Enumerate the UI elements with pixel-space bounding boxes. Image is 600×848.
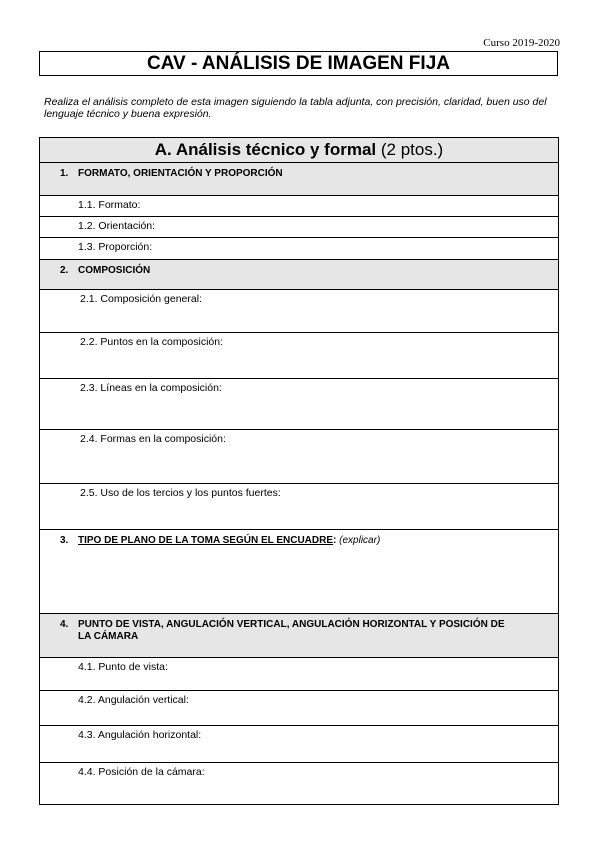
section-note: (explicar) — [336, 535, 381, 546]
field-label: 2.5. Uso de los tercios y los puntos fuertes: — [80, 487, 281, 499]
field-label: 4.2. Angulación vertical: — [78, 694, 189, 706]
field-row[interactable] — [40, 658, 558, 691]
section-title: TIPO DE PLANO DE LA TOMA SEGÚN EL ENCUADRE — [78, 535, 334, 546]
field-row[interactable] — [40, 290, 558, 333]
section-title: FORMATO, ORIENTACIÓN Y PROPORCIÓN — [78, 168, 283, 179]
section-2-header — [40, 260, 558, 290]
section-number: 4. — [60, 619, 69, 630]
field-row[interactable] — [40, 691, 558, 726]
field-label: 2.2. Puntos en la composición: — [80, 336, 224, 348]
field-row[interactable] — [40, 379, 558, 430]
analysis-table — [39, 137, 559, 805]
field-label: 4.4. Posición de la cámara: — [78, 766, 205, 778]
field-label: 4.3. Angulación horizontal: — [78, 729, 202, 741]
page-title: CAV - ANÁLISIS DE IMAGEN FIJA — [39, 51, 558, 76]
field-row[interactable] — [40, 726, 558, 763]
section-number: 2. — [60, 265, 69, 276]
field-row[interactable] — [40, 196, 558, 217]
section-3-block[interactable] — [40, 530, 558, 614]
field-label: 2.1. Composición general: — [80, 293, 202, 305]
field-label: 1.2. Orientación: — [78, 220, 156, 232]
table-header-points: (2 ptos.) — [376, 140, 444, 159]
field-row[interactable] — [40, 238, 558, 260]
section-colon: : — [333, 535, 337, 546]
field-row[interactable] — [40, 430, 558, 484]
table-header-title: A. Análisis técnico y formal — [154, 140, 377, 159]
course-year: Curso 2019-2020 — [483, 37, 560, 49]
section-4-header — [40, 614, 558, 658]
section-title: PUNTO DE VISTA, ANGULACIÓN VERTICAL, ANGULACIÓN HORIZONTAL Y POSICIÓN DE LA CÁMARA — [78, 619, 505, 642]
field-row[interactable] — [40, 484, 558, 530]
section-number: 3. — [60, 535, 69, 546]
field-label: 1.3. Proporción: — [78, 241, 153, 253]
field-label: 4.1. Punto de vista: — [78, 661, 168, 673]
field-row[interactable] — [40, 333, 558, 379]
table-header — [40, 138, 558, 163]
section-title: COMPOSICIÓN — [78, 265, 151, 276]
field-label: 2.3. Líneas en la composición: — [80, 382, 222, 394]
section-number: 1. — [60, 168, 69, 179]
instructions-text: Realiza el análisis completo de esta imagen siguiendo la tabla adjunta, con precisión, claridad, buen uso del lenguaje técnico y buena expresión. — [44, 96, 547, 120]
field-row[interactable] — [40, 217, 558, 238]
section-1-header — [40, 163, 558, 196]
field-label: 1.1. Formato: — [78, 199, 141, 211]
field-label: 2.4. Formas en la composición: — [80, 433, 226, 445]
field-row[interactable] — [40, 763, 558, 806]
